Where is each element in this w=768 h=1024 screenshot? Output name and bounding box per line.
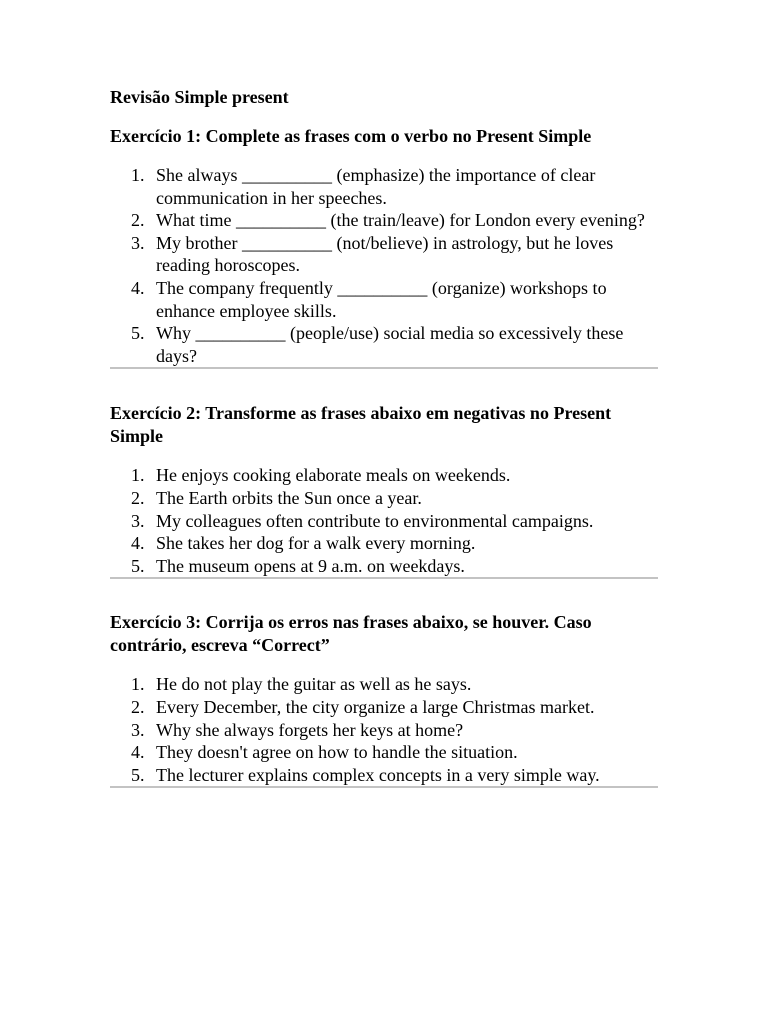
list-item: [110, 555, 658, 578]
item-text: Every December, the city organize a large Christmas market.: [156, 696, 595, 717]
exercise-1-section: [110, 125, 658, 367]
section-divider: [110, 786, 658, 788]
item-text: My colleagues often contribute to environmental campaigns.: [156, 510, 594, 531]
item-number: 3.: [131, 510, 145, 531]
item-text: The Earth orbits the Sun once a year.: [156, 487, 422, 508]
exercise-3-list: [110, 673, 658, 786]
list-item: [110, 741, 658, 764]
list-item: [110, 719, 658, 742]
list-item: [110, 164, 658, 209]
list-item: [110, 696, 658, 719]
list-item: [110, 510, 658, 533]
list-item: [110, 322, 658, 367]
item-text: The company frequently __________ (organize) workshops to enhance employee skills.: [156, 277, 607, 321]
item-text: They doesn't agree on how to handle the situation.: [156, 742, 518, 763]
item-text: The lecturer explains complex concepts in a very simple way.: [156, 764, 600, 785]
exercise-2-section: [110, 402, 658, 577]
item-number: 2.: [131, 696, 145, 717]
item-text: She always __________ (emphasize) the importance of clear communication in her speeches.: [156, 165, 596, 208]
item-number: 3.: [131, 719, 145, 740]
item-text: He enjoys cooking elaborate meals on weekends.: [156, 465, 511, 486]
exercise-3-heading: Exercício 3: Corrija os erros nas frases abaixo, se houver. Caso contrário, escreva “Correct”: [110, 612, 592, 656]
item-text: She takes her dog for a walk every morning.: [156, 533, 476, 554]
list-item: [110, 673, 658, 696]
section-divider: [110, 367, 658, 369]
item-number: 1.: [131, 674, 145, 695]
item-text: My brother __________ (not/believe) in astrology, but he loves reading horoscopes.: [156, 232, 614, 276]
item-number: 4.: [131, 533, 145, 554]
item-number: 2.: [131, 210, 145, 231]
item-number: 5.: [131, 555, 145, 576]
list-item: [110, 532, 658, 555]
item-text: Why she always forgets her keys at home?: [156, 719, 464, 740]
item-number: 2.: [131, 487, 145, 508]
item-number: 5.: [131, 764, 145, 785]
list-item: [110, 277, 658, 322]
list-item: [110, 487, 658, 510]
item-number: 3.: [131, 232, 145, 253]
item-number: 4.: [131, 742, 145, 763]
document-title: Revisão Simple present: [110, 87, 289, 107]
item-number: 1.: [131, 165, 145, 185]
exercise-2-heading: Exercício 2: Transforme as frases abaixo em negativas no Present Simple: [110, 403, 612, 447]
item-text: Why __________ (people/use) social media so excessively these days?: [156, 323, 624, 366]
section-divider: [110, 577, 658, 579]
item-number: 1.: [131, 465, 145, 486]
exercise-1-list: [110, 164, 658, 367]
list-item: [110, 209, 658, 232]
exercise-2-list: [110, 464, 658, 577]
item-text: The museum opens at 9 a.m. on weekdays.: [156, 555, 465, 576]
exercise-3-section: [110, 611, 658, 786]
list-item: [110, 464, 658, 487]
list-item: [110, 764, 658, 787]
item-text: What time __________ (the train/leave) for London every evening?: [156, 210, 645, 231]
item-number: 4.: [131, 277, 145, 298]
item-text: He do not play the guitar as well as he says.: [156, 674, 472, 695]
item-number: 5.: [131, 323, 145, 344]
list-item: [110, 232, 658, 277]
exercise-1-heading: Exercício 1: Complete as frases com o verbo no Present Simple: [110, 126, 592, 146]
